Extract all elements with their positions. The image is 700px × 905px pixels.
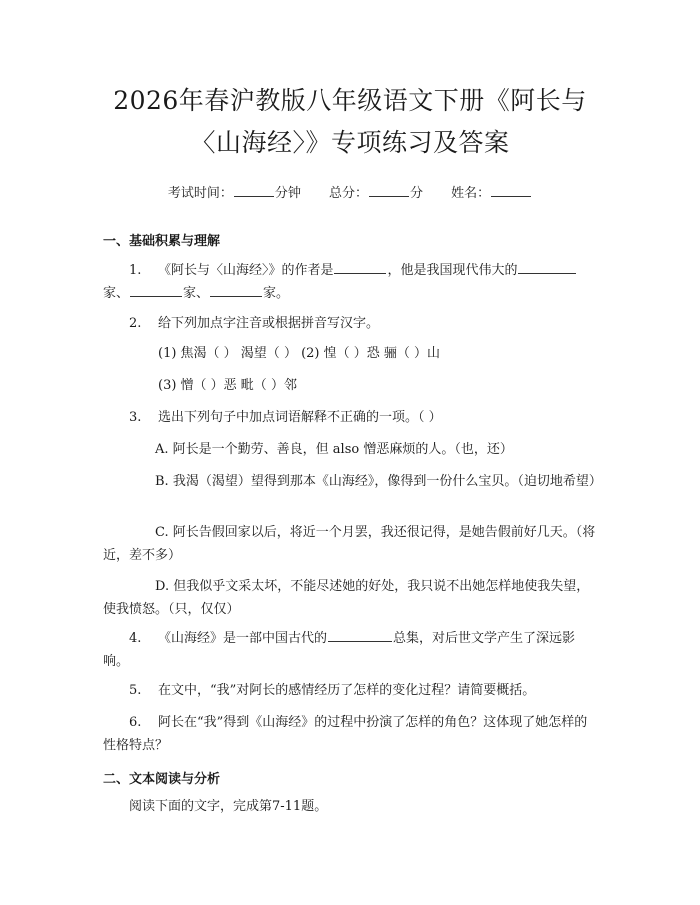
question-6: 6. 阿长在“我”得到《山海经》的过程中扮演了怎样的角色？这体现了她怎样的性格特点？ — [103, 715, 588, 753]
question-2: 2. 给下列加点字注音或根据拼音写汉字。 — [129, 316, 379, 331]
exam-time: 考试时间： 分钟 — [167, 186, 301, 201]
reading-intro: 阅读下面的文字，完成第7-11题。 — [129, 799, 328, 814]
q1-blank-1[interactable] — [518, 261, 576, 274]
score-blank[interactable] — [369, 184, 409, 197]
question-3-option-b: B. 我渴（渴望）望得到那本《山海经》，像得到一份什么宝贝。（迫切地希望） — [155, 474, 602, 489]
section-1-heading: 一、基础积累与理解 — [103, 234, 221, 249]
document-title — [103, 0, 597, 164]
question-3-option-d: D. 但我似乎文采太坏，不能尽述她的好处，我只说不出她怎样地使我失望，使我愤怒。（只，仅仅） — [103, 579, 590, 617]
section-2-heading: 二、文本阅读与分析 — [103, 772, 221, 787]
question-4: 4. 《山海经》是一部中国古代的 总集，对后世文学产生了深远影响。 — [103, 631, 575, 669]
title-line-2: 〈山海经〉》专项练习及答案 — [190, 128, 510, 157]
exam-meta — [103, 184, 597, 203]
title-line-1: 2026年春沪教版八年级语文下册《阿长与 — [113, 86, 587, 115]
q1-blank-author[interactable] — [334, 261, 386, 274]
exam-name: 姓名： — [451, 184, 532, 203]
exam-score: 总分： 分 — [328, 186, 424, 201]
name-blank[interactable] — [491, 184, 531, 197]
q1-blank-3[interactable] — [210, 284, 262, 297]
question-2-row-1: (1) 焦渴（ ） 渴望（ ） (2) 惶（ ）恐 骊（ ）山 — [158, 346, 441, 361]
time-blank[interactable] — [234, 184, 274, 197]
question-5: 5. 在文中，“我”对阿长的感情经历了怎样的变化过程？请简要概括。 — [129, 683, 536, 698]
question-3: 3. 选出下列句子中加点词语解释不正确的一项。（ ） — [129, 410, 442, 425]
question-1: 1. 《阿长与〈山海经〉》的作者是 ，他是我国现代伟大的家、 家、 家。 — [103, 259, 597, 305]
q4-blank[interactable] — [328, 629, 392, 642]
question-2-row-2: (3) 憎（ ）恶 毗（ ）邻 — [158, 378, 297, 393]
question-3-option-c: C. 阿长告假回家以后，将近一个月罢，我还很记得，是她告假前好几天。（将近，差不多） — [103, 525, 596, 563]
q1-blank-2[interactable] — [130, 284, 182, 297]
question-3-option-a: A. 阿长是一个勤劳、善良，但 also 憎恶麻烦的人。（也，还） — [155, 442, 513, 457]
